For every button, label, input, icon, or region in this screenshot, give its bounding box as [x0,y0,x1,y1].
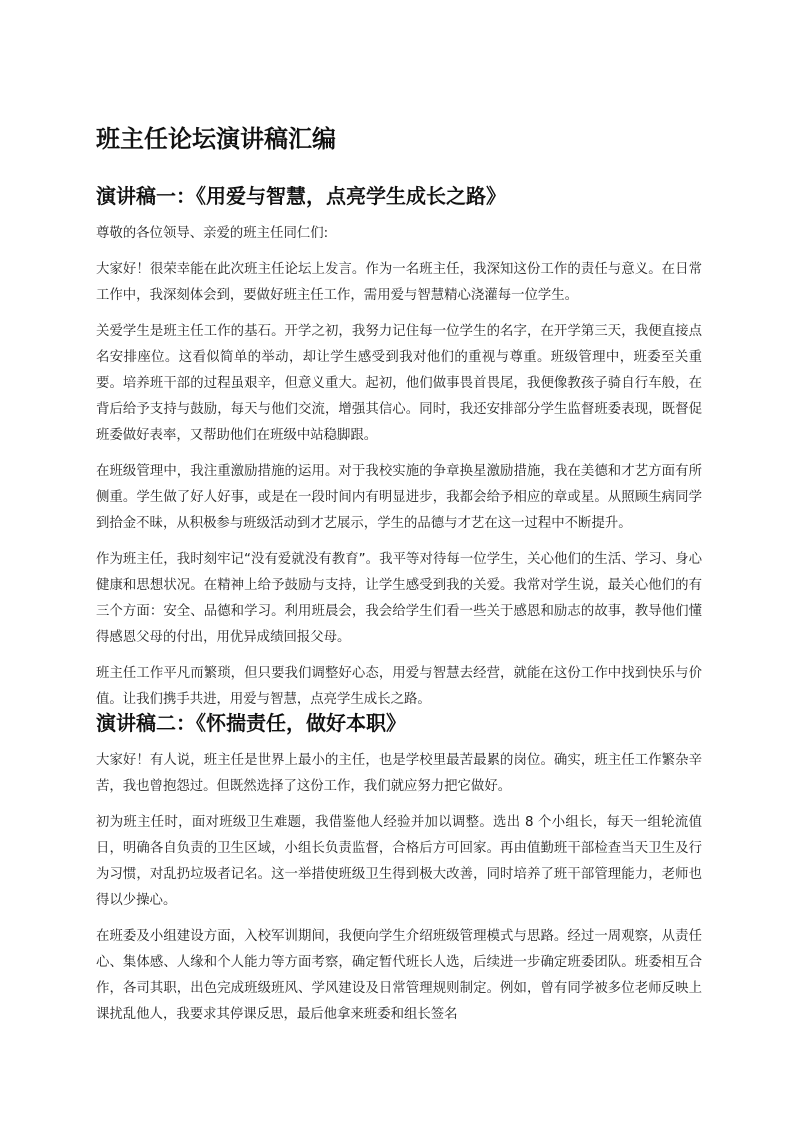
speech-1-paragraph: 大家好！很荣幸能在此次班主任论坛上发言。作为一名班主任，我深知这份工作的责任与意义。在日常工作中，我深刻体会到，要做好班主任工作，需用爱与智慧精心浇灌每一位学生。 [96,262,702,303]
speech-1-paragraph: 在班级管理中，我注重激励措施的运用。对于我校实施的争章换星激励措施，我在美德和才艺方面有所侧重。学生做了好人好事，或是在一段时间内有明显进步，我都会给予相应的章或星。从照顾生病同学到拾金不昧，从积极参与班级活动到才艺展示，学生的品德与才艺在这一过程中不断提升。 [96,464,702,531]
speech-section-2 [96,708,702,1038]
speech-1-paragraph: 作为班主任，我时刻牢记“没有爱就没有教育”。我平等对待每一位学生，关心他们的生活、学习、身心健康和思想状况。在精神上给予鼓励与支持，让学生感受到我的关爱。我常对学生说，最关心他们的有三个方面：安全、品德和学习。利用班晨会，我会给学生们看一些关于感恩和励志的故事，教导他们懂得感恩父母的付出，用优异成绩回报父母。 [96,552,702,645]
speech-2-paragraph: 初为班主任时，面对班级卫生难题，我借鉴他人经验并加以调整。选出 8 个小组长，每天一组轮流值日，明确各自负责的卫生区域，小组长负责监督，合格后方可回家。再由值勤班干部检查当天卫生及行为习惯，对乱扔垃圾者记名。这一举措使班级卫生得到极大改善，同时培养了班干部管理能力，老师也得以少操心。 [96,815,702,908]
speech-2-paragraph: 大家好！有人说，班主任是世界上最小的主任，也是学校里最苦最累的岗位。确实，班主任工作繁杂辛苦，我也曾抱怨过。但既然选择了这份工作，我们就应努力把它做好。 [96,753,702,794]
speech-1-paragraph: 关爱学生是班主任工作的基石。开学之初，我努力记住每一位学生的名字，在开学第三天，我便直接点名安排座位。这看似简单的举动，却让学生感受到我对他们的重视与尊重。班级管理中，班委至关重要。培养班干部的过程虽艰辛，但意义重大。起初，他们做事畏首畏尾，我便像教孩子骑自行车般，在背后给予支持与鼓励，每天与他们交流，增强其信心。同时，我还安排部分学生监督班委表现，既督促班委做好表率，又帮助他们在班级中站稳脚跟。 [96,324,702,443]
speech-2-paragraph: 在班委及小组建设方面，入校军训期间，我便向学生介绍班级管理模式与思路。经过一周观察，从责任心、集体感、人缘和个人能力等方面考察，确定暂代班长人选，后续进一步确定班委团队。班委相互合作，各司其职，出色完成班级班风、学风建设及日常管理规则制定。例如，曾有同学被多位老师反映上课扰乱他人，我要求其停课反思，最后他拿来班委和组长签名 [96,929,702,1022]
document-title: 班主任论坛演讲稿汇编 [96,125,336,153]
speech-1-heading: 演讲稿一：《用爱与智慧，点亮学生成长之路》 [96,184,506,208]
speech-1-paragraph: 尊敬的各位领导、亲爱的班主任同仁们: [96,226,329,241]
speech-1-paragraph: 班主任工作平凡而繁琐，但只要我们调整好心态，用爱与智慧去经营，就能在这份工作中找到快乐与价值。让我们携手共进，用爱与智慧，点亮学生成长之路。 [96,666,702,707]
speech-2-heading: 演讲稿二：《怀揣责任，做好本职》 [96,711,406,735]
speech-section-1 [96,181,702,723]
